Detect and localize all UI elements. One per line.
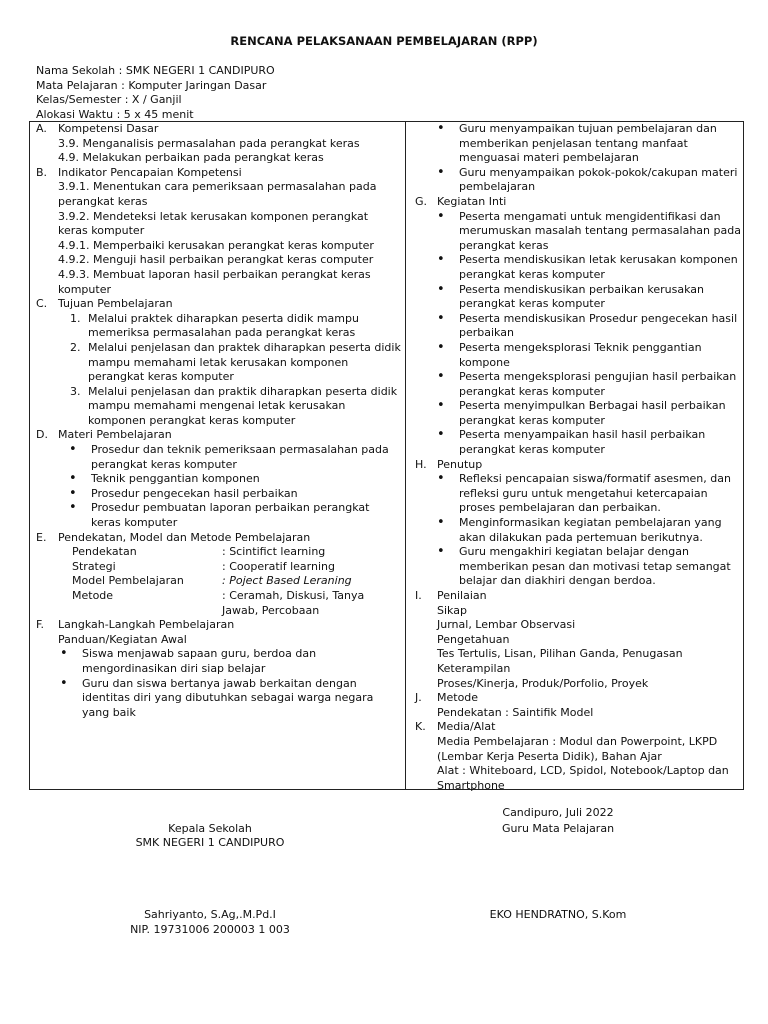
media-block <box>415 735 741 793</box>
penilaian-label: Sikap <box>437 603 467 617</box>
list-item: 1. Melalui praktek diharapkan peserta didik mampu memeriksa permasalahan pada perangkat keras <box>84 312 401 341</box>
kegiatan-awal-continued <box>415 122 741 195</box>
list-item: • Peserta menyimpulkan Berbagai hasil perbaikan perangkat keras komputer <box>459 399 741 428</box>
section-j <box>415 691 741 706</box>
place-date: Candipuro, Juli 2022 <box>502 806 614 819</box>
section-letter: E. <box>36 530 47 544</box>
section-letter: D. <box>36 428 48 442</box>
left-column <box>36 122 401 720</box>
kegiatan-awal-list <box>36 647 401 720</box>
identity-subject: Mata Pelajaran : Komputer Jaringan Dasar <box>36 78 267 92</box>
column-divider <box>405 121 406 790</box>
list-item: • Guru dan siswa bertanya jawab berkaitan dengan identitas diri yang dibutuhkan sebagai warga negara yang baik <box>82 677 401 721</box>
penilaian-label: Pengetahuan <box>437 632 510 646</box>
list-item: 4.9.3. Membuat laporan hasil perbaikan perangkat keras komputer <box>58 267 371 296</box>
list-item: • Refleksi pencapaian siswa/formatif asesmen, dan refleksi guru untuk mengetahui ketercapaian proses pembelajaran dan perbaikan. <box>459 472 741 516</box>
section-heading: Metode <box>437 691 479 705</box>
principal-role: Kepala Sekolah <box>168 822 252 835</box>
section-letter: G. <box>415 194 428 208</box>
kd-list <box>36 137 401 166</box>
list-item: • Prosedur pembuatan laporan perbaikan perangkat keras komputer <box>91 501 401 530</box>
section-heading: Kegiatan Inti <box>437 194 507 208</box>
section-b <box>36 166 401 181</box>
section-c <box>36 297 401 312</box>
penilaian-label: Keterampilan <box>437 661 511 675</box>
tujuan-list <box>36 312 401 429</box>
identity-block <box>36 64 275 122</box>
document-title: RENCANA PELAKSANAAN PEMBELAJARAN (RPP) <box>230 34 538 48</box>
list-item: 4.9.1. Memperbaiki kerusakan perangkat keras komputer <box>58 238 374 252</box>
media-line: Alat : Whiteboard, LCD, Spidol, Notebook/Laptop dan Smartphone <box>437 764 729 792</box>
section-d <box>36 428 401 443</box>
penilaian-value: Tes Tertulis, Lisan, Pilihan Ganda, Penugasan <box>437 647 683 661</box>
section-letter: I. <box>415 589 422 602</box>
row-label: Metode <box>72 589 114 602</box>
list-item: 3.9.2. Mendeteksi letak kerusakan komponen perangkat keras komputer <box>58 209 369 238</box>
list-item: 3.9. Menganalisis permasalahan pada perangkat keras <box>58 136 360 150</box>
list-item: • Peserta mendiskusikan letak kerusakan komponen perangkat keras komputer <box>459 253 741 282</box>
row-value: : Scintifict learning <box>222 545 326 559</box>
list-item: • Prosedur dan teknik pemeriksaan permasalahan pada perangkat keras komputer <box>91 443 401 472</box>
section-i <box>415 589 741 604</box>
list-item: • Peserta menyampaikan hasil hasil perbaikan perangkat keras komputer <box>459 428 741 457</box>
penutup-list <box>415 472 741 589</box>
list-item: • Peserta mengeksplorasi Teknik penggantian kompone <box>459 341 741 370</box>
list-item: • Siswa menjawab sapaan guru, berdoa dan mengordinasikan diri siap belajar <box>82 647 401 676</box>
section-e <box>36 531 401 546</box>
list-item: • Peserta mendiskusikan perbaikan kerusakan perangkat keras komputer <box>459 283 741 312</box>
list-item: 3. Melalui penjelasan dan praktik diharapkan peserta didik mampu memahami mengenai letak kerusakan komponen perangkat keras komputer <box>84 385 401 429</box>
list-item: 4.9. Melakukan perbaikan pada perangkat keras <box>58 151 324 165</box>
row-label: Model Pembelajaran <box>72 574 184 588</box>
principal-name: Sahriyanto, S.Ag,.M.Pd.I <box>144 908 276 921</box>
identity-school: Nama Sekolah : SMK NEGERI 1 CANDIPURO <box>36 64 275 77</box>
teacher-name: EKO HENDRATNO, S.Kom <box>489 908 627 921</box>
identity-class: Kelas/Semester : X / Ganjil <box>36 93 182 107</box>
principal-school: SMK NEGERI 1 CANDIPURO <box>135 836 285 849</box>
model-table <box>36 545 401 618</box>
list-item: 3.9.1. Menentukan cara pemeriksaan permasalahan pada perangkat keras <box>58 180 377 208</box>
principal-nip: NIP. 19731006 200003 1 003 <box>130 923 290 936</box>
rpp-table <box>29 121 744 790</box>
identity-time: Alokasi Waktu : 5 x 45 menit <box>36 107 194 121</box>
section-heading: Pendekatan, Model dan Metode Pembelajaran <box>58 530 311 544</box>
list-item: 2. Melalui penjelasan dan praktek diharapkan peserta didik mampu memahami letak kerusakan komponen perangkat keras komputer <box>84 341 401 385</box>
section-letter: J. <box>415 691 422 705</box>
list-item: • Guru menyampaikan tujuan pembelajaran dan memberikan penjelasan tentang manfaat menguasai materi pembelajaran <box>459 122 741 166</box>
section-subheading: Panduan/Kegiatan Awal <box>58 632 187 646</box>
row-value: : Cooperatif learning <box>222 559 335 573</box>
list-item: 4.9.2. Menguji hasil perbaikan perangkat keras computer <box>58 253 374 267</box>
list-item: • Teknik penggantian komponen <box>91 472 401 487</box>
metode-line: Pendekatan : Saintifik Model <box>437 705 594 719</box>
section-k <box>415 720 741 735</box>
section-heading: Penutup <box>437 457 483 471</box>
section-heading: Media/Alat <box>437 720 496 734</box>
section-heading: Langkah-Langkah Pembelajaran <box>58 618 235 632</box>
section-letter: K. <box>415 720 426 734</box>
list-item: • Guru menyampaikan pokok-pokok/cakupan materi pembelajaran <box>459 166 741 195</box>
row-label: Strategi <box>72 559 116 573</box>
section-heading: Materi Pembelajaran <box>58 428 172 442</box>
section-h <box>415 458 741 473</box>
list-item: • Prosedur pengecekan hasil perbaikan <box>91 487 401 502</box>
section-heading: Penilaian <box>437 589 487 602</box>
section-letter: F. <box>36 618 45 632</box>
list-item: • Menginformasikan kegiatan pembelajaran yang akan dilakukan pada pertemuan berikutnya. <box>459 516 741 545</box>
penilaian-block <box>415 604 741 692</box>
materi-list <box>36 443 401 531</box>
section-f <box>36 618 401 633</box>
media-line: Media Pembelajaran : Modul dan Powerpoint, LKPD (Lembar Kerja Peserta Didik), Bahan Ajar <box>437 734 718 763</box>
section-g <box>415 195 741 210</box>
section-letter: A. <box>36 122 47 135</box>
section-heading: Kompetensi Dasar <box>58 122 159 135</box>
indikator-list <box>36 180 401 297</box>
section-heading: Tujuan Pembelajaran <box>58 297 173 311</box>
kegiatan-inti-list <box>415 210 741 458</box>
section-a <box>36 122 401 137</box>
section-letter: H. <box>415 457 427 471</box>
list-item: • Peserta mendiskusikan Prosedur pengecekan hasil perbaikan <box>459 312 741 341</box>
section-letter: C. <box>36 297 48 311</box>
section-letter: B. <box>36 165 48 179</box>
section-heading: Indikator Pencapaian Kompetensi <box>58 165 242 179</box>
row-label: Pendekatan <box>72 545 137 559</box>
list-item: • Peserta mengeksplorasi pengujian hasil perbaikan perangkat keras komputer <box>459 370 741 399</box>
penilaian-value: Jurnal, Lembar Observasi <box>437 618 576 632</box>
list-item: • Peserta mengamati untuk mengidentifikasi dan merumuskan masalah tentang permasalahan pada perangkat keras <box>459 210 741 254</box>
teacher-role: Guru Mata Pelajaran <box>501 822 615 835</box>
list-item: • Guru mengakhiri kegiatan belajar dengan memberikan pesan dan motivasi tetap semangat belajar dan diakhiri dengan berdoa. <box>459 545 741 589</box>
row-value: : Ceramah, Diskusi, Tanya Jawab, Percobaan <box>222 589 365 617</box>
right-column <box>415 122 741 793</box>
row-value: : Poject Based Leraning <box>222 574 352 588</box>
penilaian-value: Proses/Kinerja, Produk/Porfolio, Proyek <box>437 676 649 690</box>
